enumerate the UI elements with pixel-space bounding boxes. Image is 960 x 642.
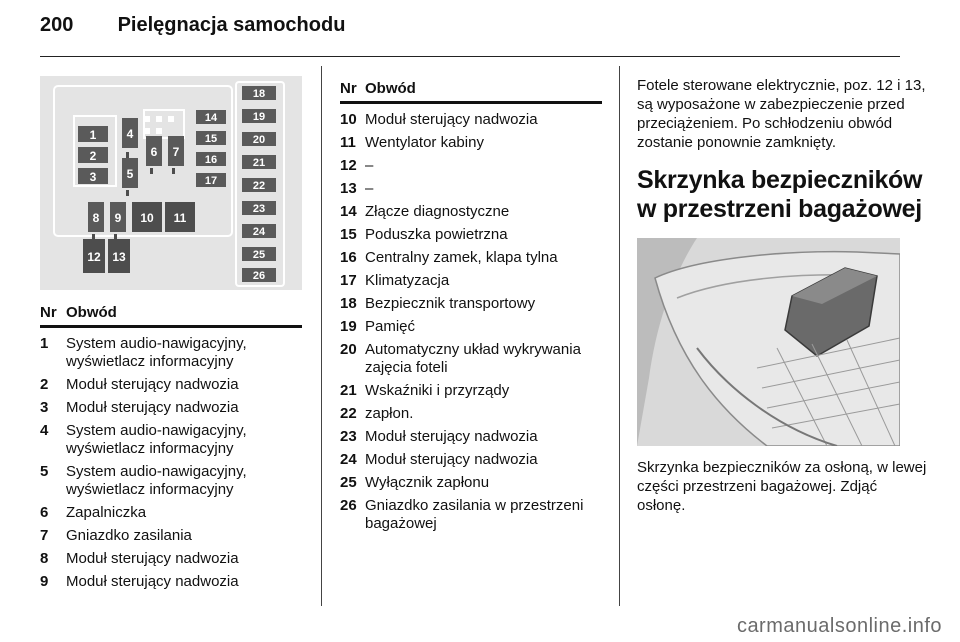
fuse-label-25: 25: [252, 249, 266, 261]
fuse-label-13: 13: [112, 250, 126, 264]
row-number: 9: [40, 573, 49, 590]
table-row: [340, 157, 602, 175]
photo-caption: Skrzynka bezpieczników za osłoną, w lewej części przestrzeni bagażowej. Zdjąć osłonę.: [637, 459, 927, 514]
row-number: 3: [40, 399, 49, 416]
fuse-label-18: 18: [252, 88, 266, 100]
row-text: Moduł sterujący nadwozia: [66, 376, 239, 393]
row-number: 5: [40, 463, 49, 480]
row-number: 18: [340, 295, 357, 312]
row-number: 23: [340, 428, 357, 445]
row-number: 22: [340, 405, 357, 422]
row-number: 19: [340, 318, 357, 335]
table-row: [40, 573, 302, 591]
row-number: 26: [340, 497, 357, 514]
table-header: [40, 304, 302, 328]
watermark: carmanualsonline.info: [736, 615, 942, 637]
row-text: Moduł sterujący nadwozia: [365, 428, 538, 445]
header-nr: Nr: [40, 304, 57, 321]
luggage-fuse-box-photo: [637, 238, 900, 446]
row-number: 21: [340, 382, 357, 399]
row-text: System audio-nawigacyjny, wyświetlacz informacyjny: [66, 463, 247, 498]
table-row: [340, 405, 602, 423]
row-text: Gniazdko zasilania w przestrzeni bagażowej: [365, 497, 584, 532]
row-text: Automatyczny układ wykrywania zajęcia foteli: [365, 341, 581, 376]
row-text: Pamięć: [365, 318, 416, 335]
row-text: Wentylator kabiny: [365, 134, 484, 151]
row-number: 25: [340, 474, 357, 491]
table-row: [340, 341, 602, 377]
table-row: [340, 295, 602, 313]
header-rule: [40, 56, 900, 57]
row-number: 4: [40, 422, 49, 439]
fuse-label-6: 6: [150, 145, 158, 159]
fuse-label-22: 22: [252, 180, 266, 192]
row-text: System audio-nawigacyjny, wyświetlacz informacyjny: [66, 335, 247, 370]
header-nr: Nr: [340, 80, 357, 97]
row-number: 8: [40, 550, 49, 567]
row-number: 2: [40, 376, 49, 393]
fuse-table-1: [40, 304, 302, 596]
table-row: [340, 111, 602, 129]
table-row: [340, 249, 602, 267]
row-number: 1: [40, 335, 49, 352]
table-row: [340, 203, 602, 221]
table-row: [40, 422, 302, 458]
fuse-label-15: 15: [204, 133, 218, 145]
fuse-label-3: 3: [89, 170, 97, 184]
table-row: [340, 451, 602, 469]
table-row: [340, 382, 602, 400]
fuse-label-24: 24: [252, 226, 266, 238]
table-header: [340, 80, 602, 104]
intro-paragraph: Fotele sterowane elektrycznie, poz. 12 i 13, są wyposażone w zabezpieczenie przed przeciążeniem. Po schłodzeniu obwód zostanie ponownie zamknięty.: [637, 77, 926, 151]
table-row: [340, 180, 602, 198]
row-number: 7: [40, 527, 49, 544]
table-row: [340, 474, 602, 492]
section-title: Skrzynka bezpieczników w przestrzeni bagażowej: [637, 166, 923, 223]
row-number: 13: [340, 180, 357, 197]
row-text: Bezpiecznik transportowy: [365, 295, 536, 312]
row-text: Moduł sterujący nadwozia: [66, 573, 239, 590]
luggage-compartment-illustration: [637, 238, 900, 446]
fuse-box-diagram: [40, 76, 302, 290]
page-number: 200: [40, 14, 74, 36]
table-row: [340, 272, 602, 290]
row-text: Klimatyzacja: [365, 272, 450, 289]
fuse-table-2: [340, 80, 602, 538]
table-row: [40, 550, 302, 568]
fuse-label-1: 1: [89, 128, 97, 142]
row-text: Gniazdko zasilania: [66, 527, 192, 544]
row-text: Moduł sterujący nadwozia: [66, 399, 239, 416]
table-row: [40, 504, 302, 522]
row-number: 15: [340, 226, 357, 243]
row-text: Zapalniczka: [66, 504, 147, 521]
fuse-label-21: 21: [252, 157, 266, 169]
table-row: [40, 527, 302, 545]
row-text: System audio-nawigacyjny, wyświetlacz informacyjny: [66, 422, 247, 457]
row-text: –: [365, 157, 374, 174]
fuse-label-26: 26: [252, 270, 266, 282]
row-text: zapłon.: [365, 405, 414, 422]
row-text: Moduł sterujący nadwozia: [365, 451, 538, 468]
page-header: [40, 14, 345, 37]
fuse-label-12: 12: [87, 250, 101, 264]
row-number: 12: [340, 157, 357, 174]
table-row: [340, 497, 602, 533]
fuse-label-10: 10: [140, 211, 154, 225]
fuse-label-4: 4: [126, 127, 134, 141]
table-row: [340, 134, 602, 152]
fuse-label-8: 8: [92, 211, 100, 225]
fuse-label-2: 2: [89, 149, 97, 163]
fuse-label-5: 5: [126, 167, 134, 181]
fuse-box-illustration: [40, 76, 302, 290]
row-number: 6: [40, 504, 49, 521]
header-circuit: Obwód: [365, 80, 416, 97]
fuse-label-11: 11: [173, 211, 187, 225]
row-number: 17: [340, 272, 357, 289]
table-row: [340, 226, 602, 244]
table-row: [340, 428, 602, 446]
fuse-label-16: 16: [204, 154, 218, 166]
fuse-label-19: 19: [252, 111, 266, 123]
row-number: 10: [340, 111, 357, 128]
table-row: [340, 318, 602, 336]
column-divider: [321, 66, 322, 606]
row-text: Wyłącznik zapłonu: [365, 474, 490, 491]
row-text: Poduszka powietrzna: [365, 226, 508, 243]
row-number: 20: [340, 341, 357, 358]
fuse-label-7: 7: [172, 145, 180, 159]
row-number: 24: [340, 451, 357, 468]
row-text: –: [365, 180, 374, 197]
page-title: Pielęgnacja samochodu: [117, 14, 346, 36]
fuse-label-14: 14: [204, 112, 218, 124]
header-circuit: Obwód: [66, 304, 117, 321]
column-divider: [619, 66, 620, 606]
row-text: Moduł sterujący nadwozia: [365, 111, 538, 128]
row-number: 14: [340, 203, 357, 220]
row-text: Złącze diagnostyczne: [365, 203, 510, 220]
fuse-label-23: 23: [252, 203, 266, 215]
right-column: [637, 76, 927, 529]
fuse-label-20: 20: [252, 134, 266, 146]
table-row: [40, 463, 302, 499]
row-text: Moduł sterujący nadwozia: [66, 550, 239, 567]
table-row: [40, 335, 302, 371]
row-text: Wskaźniki i przyrządy: [365, 382, 510, 399]
table-row: [40, 376, 302, 394]
row-number: 16: [340, 249, 357, 266]
row-text: Centralny zamek, klapa tylna: [365, 249, 558, 266]
row-number: 11: [340, 134, 356, 151]
fuse-label-9: 9: [114, 211, 122, 225]
table-row: [40, 399, 302, 417]
fuse-label-17: 17: [204, 175, 218, 187]
